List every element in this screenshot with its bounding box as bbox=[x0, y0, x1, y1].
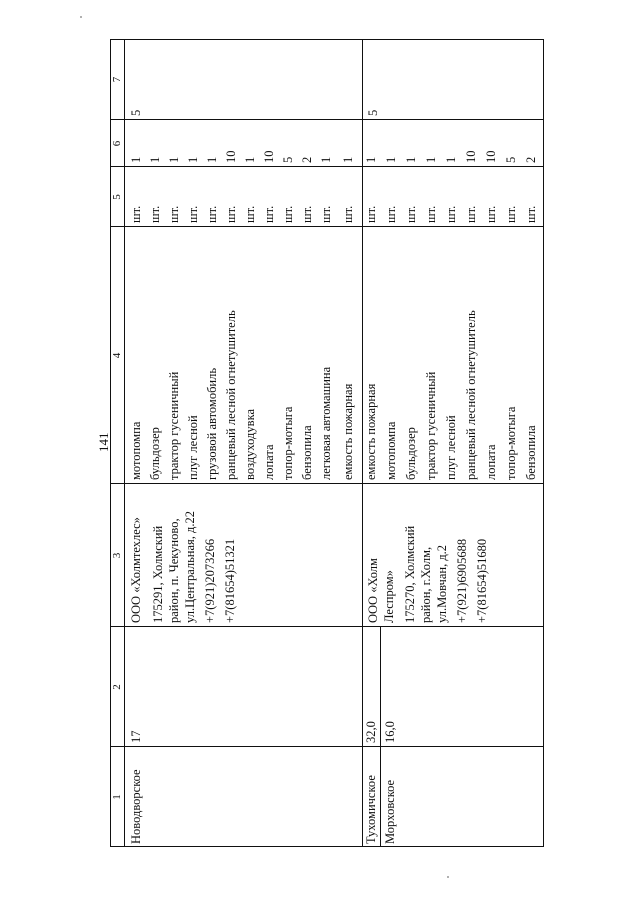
quantity: 1 bbox=[424, 156, 438, 163]
quantity: 1 bbox=[129, 156, 143, 163]
organization-line: ул.Мовчан, д.2 bbox=[435, 544, 449, 623]
equipment-name: мотопомпа bbox=[129, 421, 143, 480]
column-divider bbox=[110, 626, 544, 627]
unit: шт. bbox=[524, 205, 538, 223]
rotated-table bbox=[110, 39, 544, 847]
quantity: 2 bbox=[300, 156, 314, 163]
organization-line: ООО «Холм bbox=[366, 558, 380, 623]
quantity: 1 bbox=[243, 156, 257, 163]
quantity: 5 bbox=[504, 156, 518, 163]
organization-line: +7(921)6905688 bbox=[455, 538, 469, 623]
unit: шт. bbox=[464, 205, 478, 223]
organization-line: +7(921)2073266 bbox=[203, 538, 217, 623]
unit: шт. bbox=[424, 205, 438, 223]
column-header: 1 bbox=[111, 794, 123, 800]
column-7-value: 5 bbox=[366, 109, 380, 116]
unit: шт. bbox=[444, 205, 458, 223]
settlement-value: 17 bbox=[129, 730, 143, 743]
column-header: 4 bbox=[111, 352, 123, 359]
column-header: 2 bbox=[111, 684, 123, 690]
quantity: 10 bbox=[484, 150, 498, 163]
quantity: 1 bbox=[167, 156, 181, 163]
equipment-name: топор-мотыга bbox=[281, 406, 295, 480]
quantity: 5 bbox=[281, 156, 295, 163]
organization-line: +7(81654)51321 bbox=[223, 538, 237, 623]
header-separator bbox=[124, 39, 125, 847]
equipment-name: трактор гусеничный bbox=[424, 371, 438, 480]
equipment-name: бульдозер bbox=[148, 427, 162, 480]
unit: шт. bbox=[504, 205, 518, 223]
unit: шт. bbox=[341, 205, 355, 223]
quantity: 1 bbox=[205, 156, 219, 163]
quantity: 1 bbox=[364, 156, 378, 163]
column-7-value: 5 bbox=[129, 109, 143, 116]
unit: шт. bbox=[243, 205, 257, 223]
unit: шт. bbox=[262, 205, 276, 223]
quantity: 1 bbox=[148, 156, 162, 163]
unit: шт. bbox=[148, 205, 162, 223]
organization-line: Леспром» bbox=[382, 570, 396, 623]
equipment-name: плуг лесной bbox=[444, 415, 458, 480]
equipment-name: ранцевый лесной огнетушитель bbox=[464, 310, 478, 480]
quantity: 1 bbox=[319, 156, 333, 163]
unit: шт. bbox=[186, 205, 200, 223]
organization-line: +7(81654)51680 bbox=[475, 538, 489, 623]
equipment-name: бульдозер bbox=[404, 427, 418, 480]
equipment-name: плуг лесной bbox=[186, 415, 200, 480]
equipment-name: бензопила bbox=[300, 425, 314, 480]
equipment-name: лопата bbox=[262, 444, 276, 480]
organization-line: 175270, Холмский bbox=[403, 525, 417, 623]
equipment-name: грузовой автомобиль bbox=[205, 367, 219, 480]
unit: шт. bbox=[129, 205, 143, 223]
settlement-name: Морховское bbox=[383, 779, 397, 844]
organization-line: 175291, Холмский bbox=[151, 525, 165, 623]
quantity: 2 bbox=[524, 156, 538, 163]
unit: шт. bbox=[364, 205, 378, 223]
settlement-value: 16,0 bbox=[383, 721, 397, 743]
unit: шт. bbox=[404, 205, 418, 223]
column-divider bbox=[110, 483, 544, 484]
unit: шт. bbox=[484, 205, 498, 223]
row-separator bbox=[380, 627, 381, 847]
settlement-name: Новодворское bbox=[129, 769, 143, 844]
equipment-name: трактор гусеничный bbox=[167, 371, 181, 480]
organization-line: район, п. Чекуново, bbox=[167, 518, 181, 623]
equipment-name: бензопила bbox=[524, 425, 538, 480]
column-header: 6 bbox=[111, 140, 123, 147]
unit: шт. bbox=[384, 205, 398, 223]
quantity: 1 bbox=[341, 156, 355, 163]
unit: шт. bbox=[167, 205, 181, 223]
equipment-name: емкость пожарная bbox=[341, 383, 355, 480]
equipment-name: воздуходувка bbox=[243, 409, 257, 480]
equipment-name: емкость пожарная bbox=[364, 383, 378, 480]
quantity: 1 bbox=[444, 156, 458, 163]
equipment-name: ранцевый лесной огнетушитель bbox=[224, 310, 238, 480]
unit: шт. bbox=[224, 205, 238, 223]
unit: шт. bbox=[319, 205, 333, 223]
quantity: 1 bbox=[404, 156, 418, 163]
scan-artifact bbox=[447, 876, 449, 878]
organization-line: ООО «Холмтехлес» bbox=[129, 517, 143, 623]
unit: шт. bbox=[205, 205, 219, 223]
equipment-name: лопата bbox=[484, 444, 498, 480]
quantity: 10 bbox=[464, 150, 478, 163]
organization-line: ул.Центральная, д.22 bbox=[183, 510, 197, 623]
settlement-name: Тухомичское bbox=[364, 775, 378, 844]
organization-line: район, г.Холм, bbox=[419, 546, 433, 623]
quantity: 1 bbox=[384, 156, 398, 163]
page-number: 141 bbox=[96, 432, 111, 452]
equipment-name: мотопомпа bbox=[384, 421, 398, 480]
quantity: 1 bbox=[186, 156, 200, 163]
unit: шт. bbox=[300, 205, 314, 223]
scan-artifact bbox=[80, 16, 82, 18]
column-header: 5 bbox=[111, 194, 123, 200]
quantity: 10 bbox=[224, 150, 238, 163]
equipment-name: топор-мотыга bbox=[504, 406, 518, 480]
equipment-name: легковая автомашина bbox=[319, 366, 333, 480]
column-header: 7 bbox=[111, 76, 123, 83]
column-divider bbox=[110, 226, 544, 227]
settlement-value: 32,0 bbox=[364, 721, 378, 743]
column-divider bbox=[110, 119, 544, 120]
unit: шт. bbox=[281, 205, 295, 223]
column-divider bbox=[110, 166, 544, 167]
quantity: 10 bbox=[262, 150, 276, 163]
column-divider bbox=[110, 746, 544, 747]
column-header: 3 bbox=[111, 552, 123, 559]
